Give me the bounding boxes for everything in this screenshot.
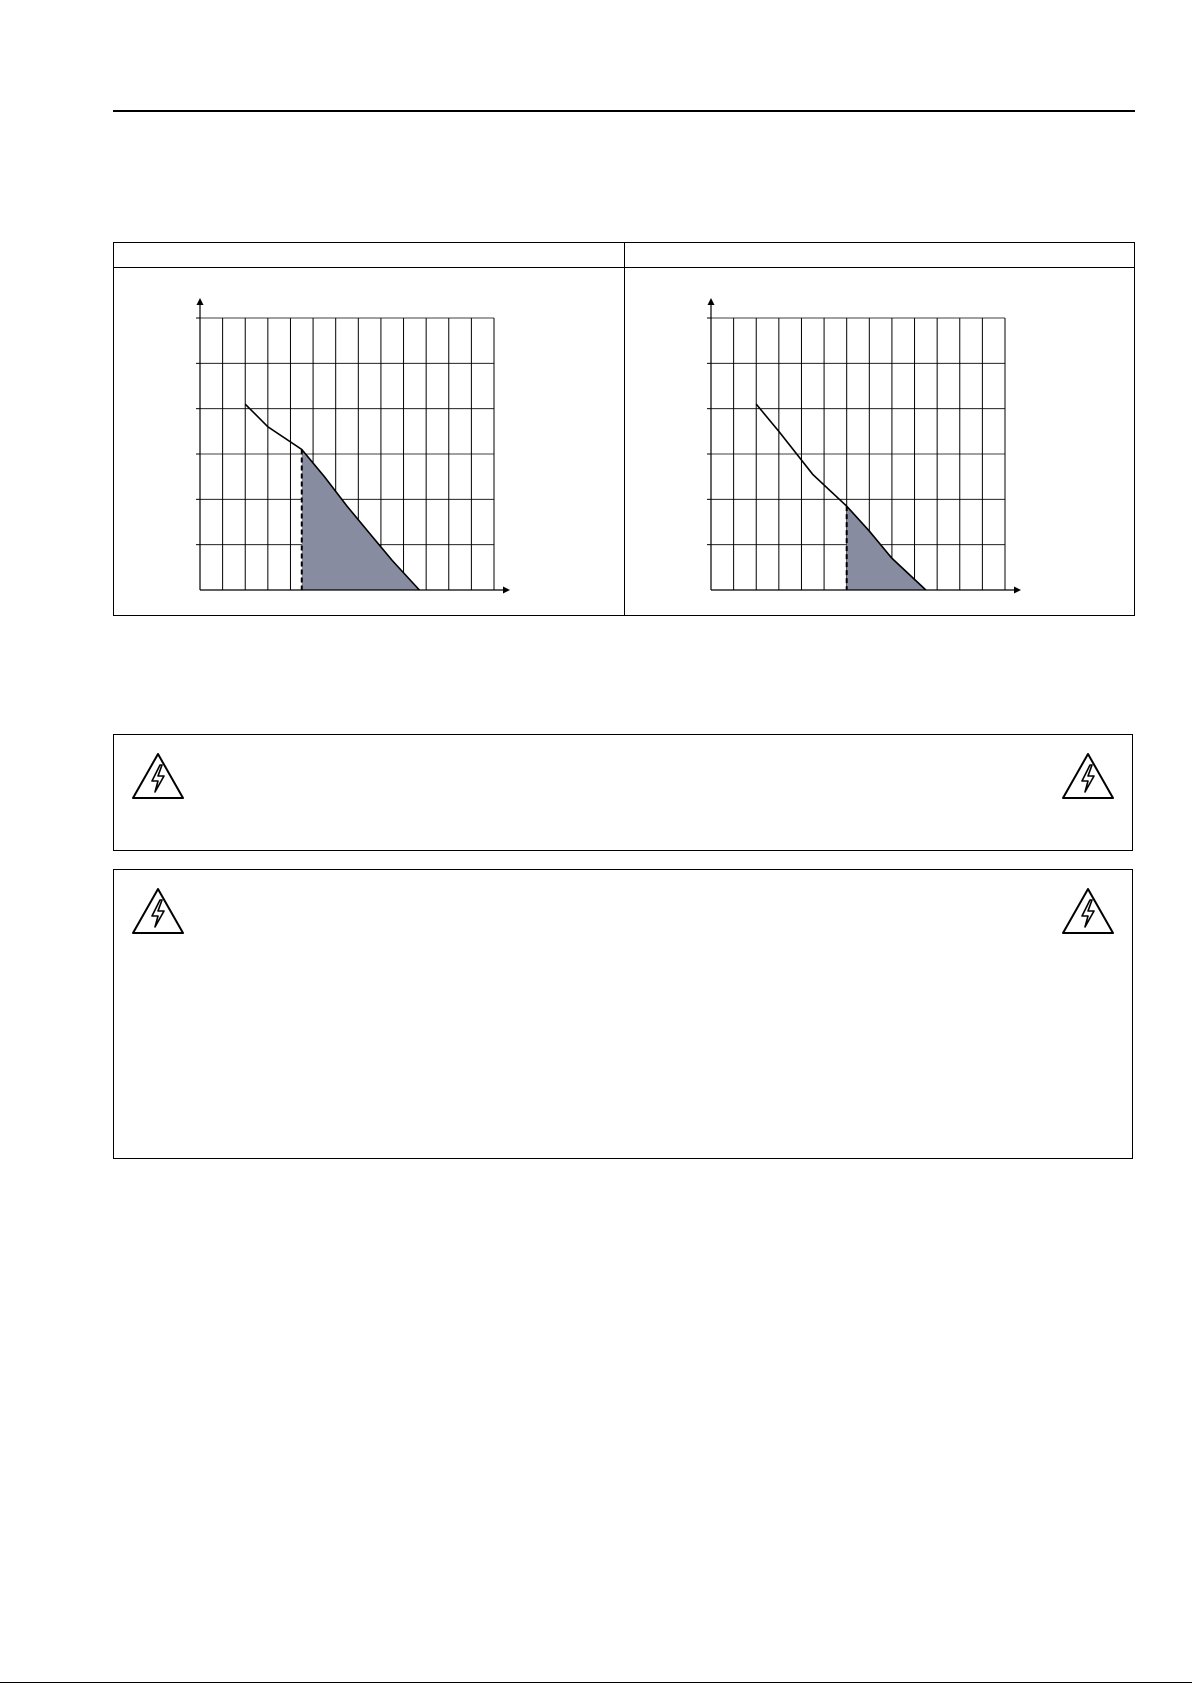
- derating-chart-right: [625, 268, 1135, 615]
- header-rule: [113, 110, 1135, 112]
- x-axis-arrow: [1014, 587, 1021, 594]
- chart-table: [113, 242, 1135, 616]
- x-axis-arrow: [503, 587, 510, 594]
- chart-cell-left: [114, 268, 624, 615]
- chart-cell-right: [625, 268, 1135, 615]
- footer-rule: [0, 1682, 1192, 1683]
- electrical-hazard-icon: [130, 751, 186, 801]
- y-axis-arrow: [197, 298, 204, 305]
- y-axis-arrow: [708, 298, 715, 305]
- derating-chart-left: [114, 268, 624, 615]
- electrical-hazard-icon: [1060, 751, 1116, 801]
- electrical-hazard-icon: [130, 886, 186, 936]
- warning-box-1: [113, 734, 1133, 851]
- warning-box-2: [113, 869, 1133, 1159]
- electrical-hazard-icon: [1060, 886, 1116, 936]
- derating-curve: [756, 404, 926, 590]
